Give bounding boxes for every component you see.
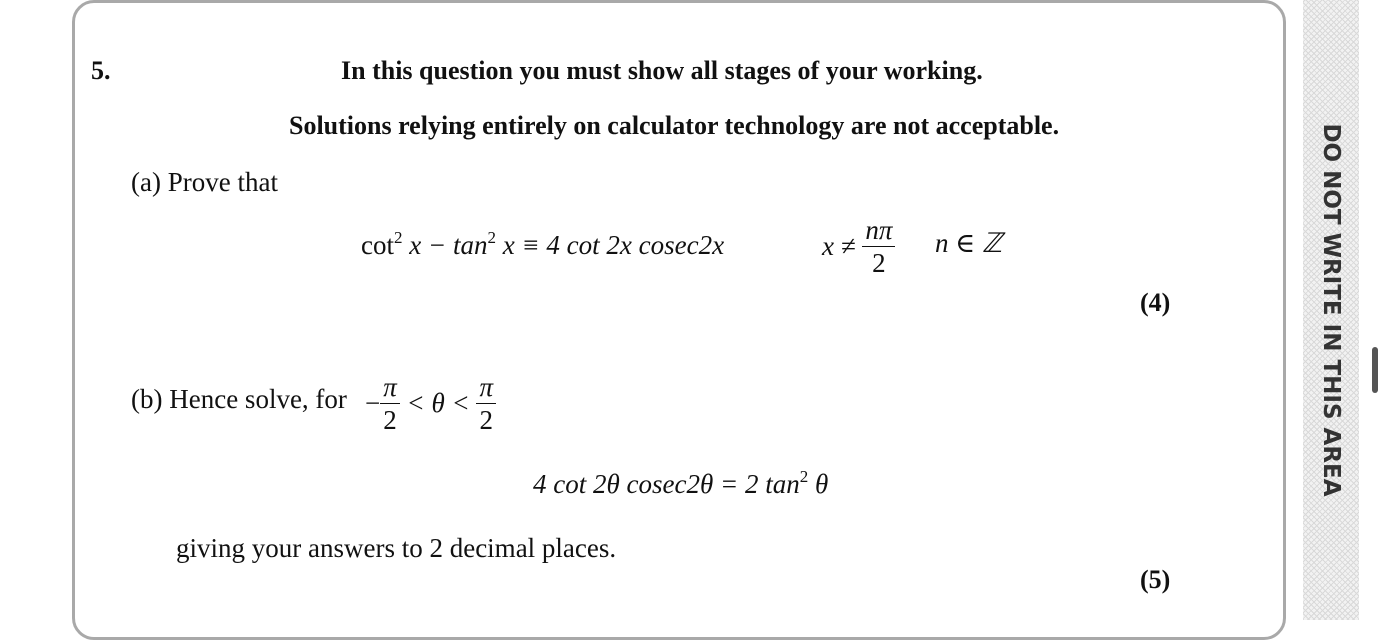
answer-instruction: giving your answers to 2 decimal places. [176, 533, 617, 563]
part-a-text: Prove that [167, 167, 278, 197]
range-left-denominator: 2 [383, 405, 397, 435]
range-left-numerator: π [380, 371, 400, 404]
part-b-text: Hence solve, for [169, 384, 347, 414]
identity-exp-2: 2 [487, 228, 496, 247]
question-number: 5. [91, 56, 111, 85]
identity-equation [361, 228, 724, 261]
range-fraction-left [380, 371, 400, 436]
instruction-line-1: In this question you must show all stages of your working. [341, 56, 983, 85]
condition-denominator: 2 [872, 248, 886, 278]
equation-exp: 2 [799, 467, 809, 486]
part-b-equation [533, 467, 828, 500]
equation-lhs: 4 cot 2θ cosec2θ = 2 tan [533, 469, 800, 499]
part-b-prompt [131, 384, 347, 415]
condition-numerator: nπ [862, 214, 895, 247]
identity-mid: x − tan [402, 230, 488, 260]
range-fraction-right [476, 371, 496, 436]
range-right-denominator: 2 [479, 405, 493, 435]
range-middle: < θ < [406, 388, 470, 418]
part-b-label: (b) [131, 384, 163, 414]
condition-set: n ∈ ℤ [935, 228, 1003, 258]
condition-prefix: x ≠ [822, 231, 856, 261]
part-a-label: (a) [131, 167, 161, 197]
instruction-line-2: Solutions relying entirely on calculator technology are not acceptable. [289, 111, 1060, 140]
scrollbar-thumb[interactable] [1372, 347, 1378, 393]
identity-cot: cot [361, 230, 394, 260]
identity-exp-1: 2 [394, 228, 403, 247]
margin-warning-text: DO NOT WRITE IN THIS AREA [1318, 123, 1344, 497]
part-b-marks: (5) [1140, 565, 1171, 594]
condition-fraction [862, 214, 895, 279]
part-b-range [365, 371, 496, 436]
identity-condition [822, 214, 895, 279]
part-a-prompt [131, 167, 278, 198]
range-minus: − [365, 388, 381, 418]
equation-end: θ [808, 469, 829, 499]
identity-rhs: x ≡ 4 cot 2x cosec2x [495, 230, 725, 260]
range-right-numerator: π [476, 371, 496, 404]
part-a-marks: (4) [1140, 288, 1171, 317]
